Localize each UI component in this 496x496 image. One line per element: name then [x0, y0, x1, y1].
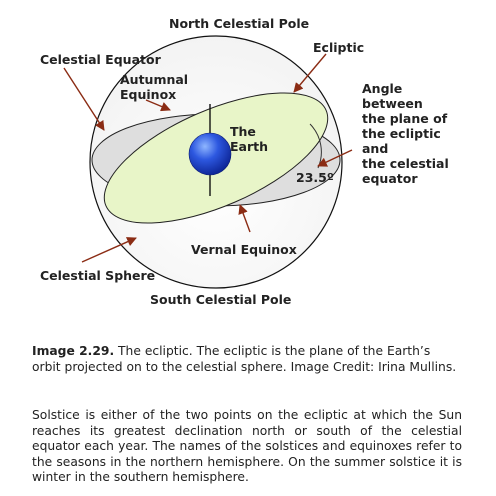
earth-label: The Earth — [230, 124, 269, 154]
south-celestial-pole-label: South Celestial Pole — [150, 292, 292, 307]
north-celestial-pole-label: North Celestial Pole — [169, 16, 310, 31]
solstice-paragraph: Solstice is either of the two points on the ecliptic at which the Sun reaches its greatest declination north or south of the celestial equator each year. The names of the solstices and equinoxes refer to the seasons in the northern hemisphere. On the summer solstice it is winter in the southern hemisphere. — [32, 408, 462, 484]
celestial-sphere-label: Celestial Sphere — [40, 268, 156, 283]
earth-globe — [189, 133, 231, 175]
vernal-equinox-label: Vernal Equinox — [191, 242, 297, 257]
caption-title: Image 2.29. — [32, 344, 115, 358]
figure-caption — [32, 344, 462, 375]
caption-text: The ecliptic. The ecliptic is the plane of the Earth’s orbit projected on to the celestial sphere. Image Credit: Irina Mullins. — [32, 344, 457, 374]
autumnal-equinox-label: Autumnal Equinox — [120, 72, 189, 102]
celestial-equator-label: Celestial Equator — [40, 52, 161, 67]
ecliptic-label: Ecliptic — [313, 40, 365, 55]
angle-value-label: 23.5º — [296, 170, 334, 185]
angle-description-label: Angle between the plane of the ecliptic and the celestial equator — [362, 81, 449, 186]
arrow-celestial-equator — [64, 68, 104, 130]
